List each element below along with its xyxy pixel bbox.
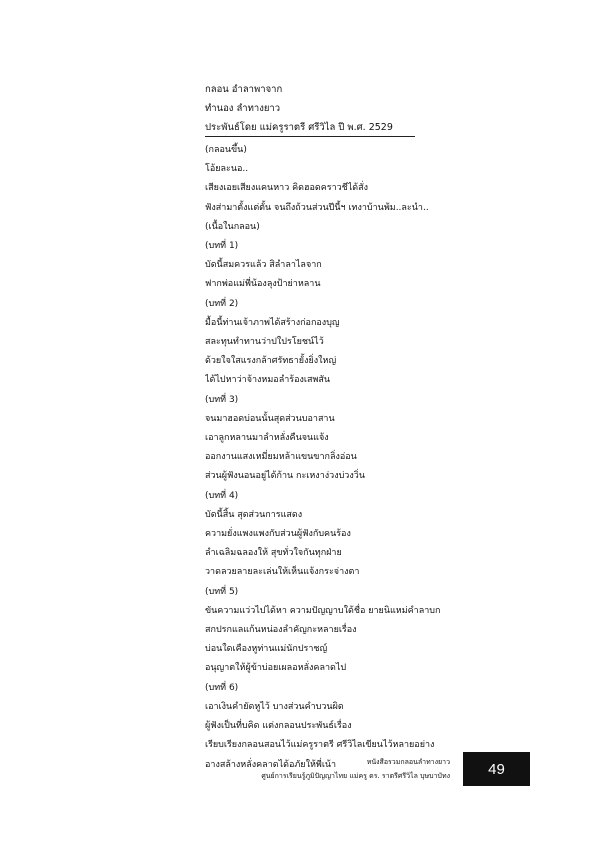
poem-line: ฟังส่ามาตั้งแต่ตั้น จนถึงถ้วนส่วนปีนี้ฯ เทงาบ้านพ้ม..ละนำ.. xyxy=(205,202,429,213)
poem-line: มื้อนี้ท่านเจ้าภาพได้สร้างก่อกองบุญ xyxy=(205,317,340,328)
poem-line: สกปรกแลแก้นหน่องลำคัญกะหลายเรื่อง xyxy=(205,625,357,636)
poem-line: ผู้ฟังเป็นที่บคิด แต่งกลอนประพันธ์เรื่อง xyxy=(205,721,352,732)
poem-line: บ่อนใดเคืองหูท่านแม่นักปราชญ์ xyxy=(205,644,328,655)
poem-line: ด้วยใจใสแรงกล้าศรัทธายั้งยิ่งใหญ่ xyxy=(205,356,337,367)
poem-line: อางสล้างหลั่งคลาดได้อภัยให้พี่เน้า xyxy=(205,759,337,770)
poem-line: (บทที่ 1) xyxy=(205,241,239,252)
page-number: 49 xyxy=(463,752,530,786)
poem-author-line: ประพันธ์โดย แม่ครูราตรี ศรีวิไล ปี พ.ศ. 2529 xyxy=(205,122,393,133)
poem-line: (กลอนขึ้น) xyxy=(205,145,247,155)
poem-line: เรียบเรียงกลอนสอนไว้แม่ครูราตรี ศรีวิไลเขียนไว้หลายอย่าง xyxy=(205,740,435,751)
poem-line: (บทที่ 4) xyxy=(205,490,239,501)
poem-line: จนมาฮอดบ่อนนั้นสุดส่วนบอาสาน xyxy=(205,413,335,424)
poem-line: โอ้ยละนอ.. xyxy=(205,164,249,175)
poem-line: (บทที่ 5) xyxy=(205,586,239,597)
poem-line: (บทที่ 3) xyxy=(205,394,239,405)
poem-line: ความยั่งแพงแพงกับส่วนผู้ฟังกับคนร้อง xyxy=(205,529,351,540)
poem-line: เสียงเอยเสียงแคนหาว คิดฮอดคราวชีได้สั่ง xyxy=(205,183,369,194)
header-divider xyxy=(205,136,415,137)
poem-line: สละทุนทำทานว่าปใปรโยชน์ไว้ xyxy=(205,337,324,348)
poem-line: บัดนี้สิ้น สุดส่วนการแสดง xyxy=(205,509,303,520)
poem-line: (เนื้อในกลอน) xyxy=(205,221,260,232)
poem-line: เอาลูกหลานมาลำหลั่งคืนจนแจ้ง xyxy=(205,433,329,444)
poem-line: ฟากพ่อแม่พี่น้องลุงป้าย่าหลาน xyxy=(205,279,321,290)
poem-line: ลำเฉลิมฉลองให้ สุขทั่วใจกันทุกฝ่าย xyxy=(205,548,342,559)
poem-line: ได้ไปหาว่าจ้างหมอลำร้องเสพสัน xyxy=(205,375,331,386)
poem-line: วาดลวยลายละเล่นให้เห็นแจ้งกระจ่างตา xyxy=(205,567,360,578)
footer-publisher: ศูนย์การเรียนรู้ภูมิปัญญาไทย แม่ครู ดร. ราตรีศรีวิไล บุษบาบัทง xyxy=(261,772,450,780)
poem-line: ขันความแว่วไปได้หา ความปัญญาบใด้ชื่อ ยายนิแหม่คำลาบก xyxy=(205,605,441,616)
poem-line: เอาเงินคำยัดหูไว้ บางส่วนคำบวนผิด xyxy=(205,701,344,712)
poem-line: บัดนี้สมควรแล้ว สิลำลาไลจาก xyxy=(205,260,322,271)
poem-melody: ทำนอง ลำทางยาว xyxy=(205,103,281,114)
footer-book-title: หนังสือรวมกลอนลำทางยาว xyxy=(366,758,450,766)
poem-line: อนุญาตให้ผู้ข้าบ่อยเผลอหลั่งคลาดไป xyxy=(205,663,347,674)
poem-line: ออกงานแสงเหมี่ยมหล้าแขนขากลิ่งอ่อน xyxy=(205,452,357,463)
poem-body xyxy=(205,141,475,775)
poem-line: (บทที่ 2) xyxy=(205,298,239,309)
poem-line: ส่วนผู้ฟังนอนอยู่ได้ก้าน กะเหงาง่วงบ่วงวิ่น xyxy=(205,471,365,482)
poem-title: กลอน อำลาพาจาก xyxy=(205,84,283,95)
poem-line: (บทที่ 6) xyxy=(205,682,239,693)
